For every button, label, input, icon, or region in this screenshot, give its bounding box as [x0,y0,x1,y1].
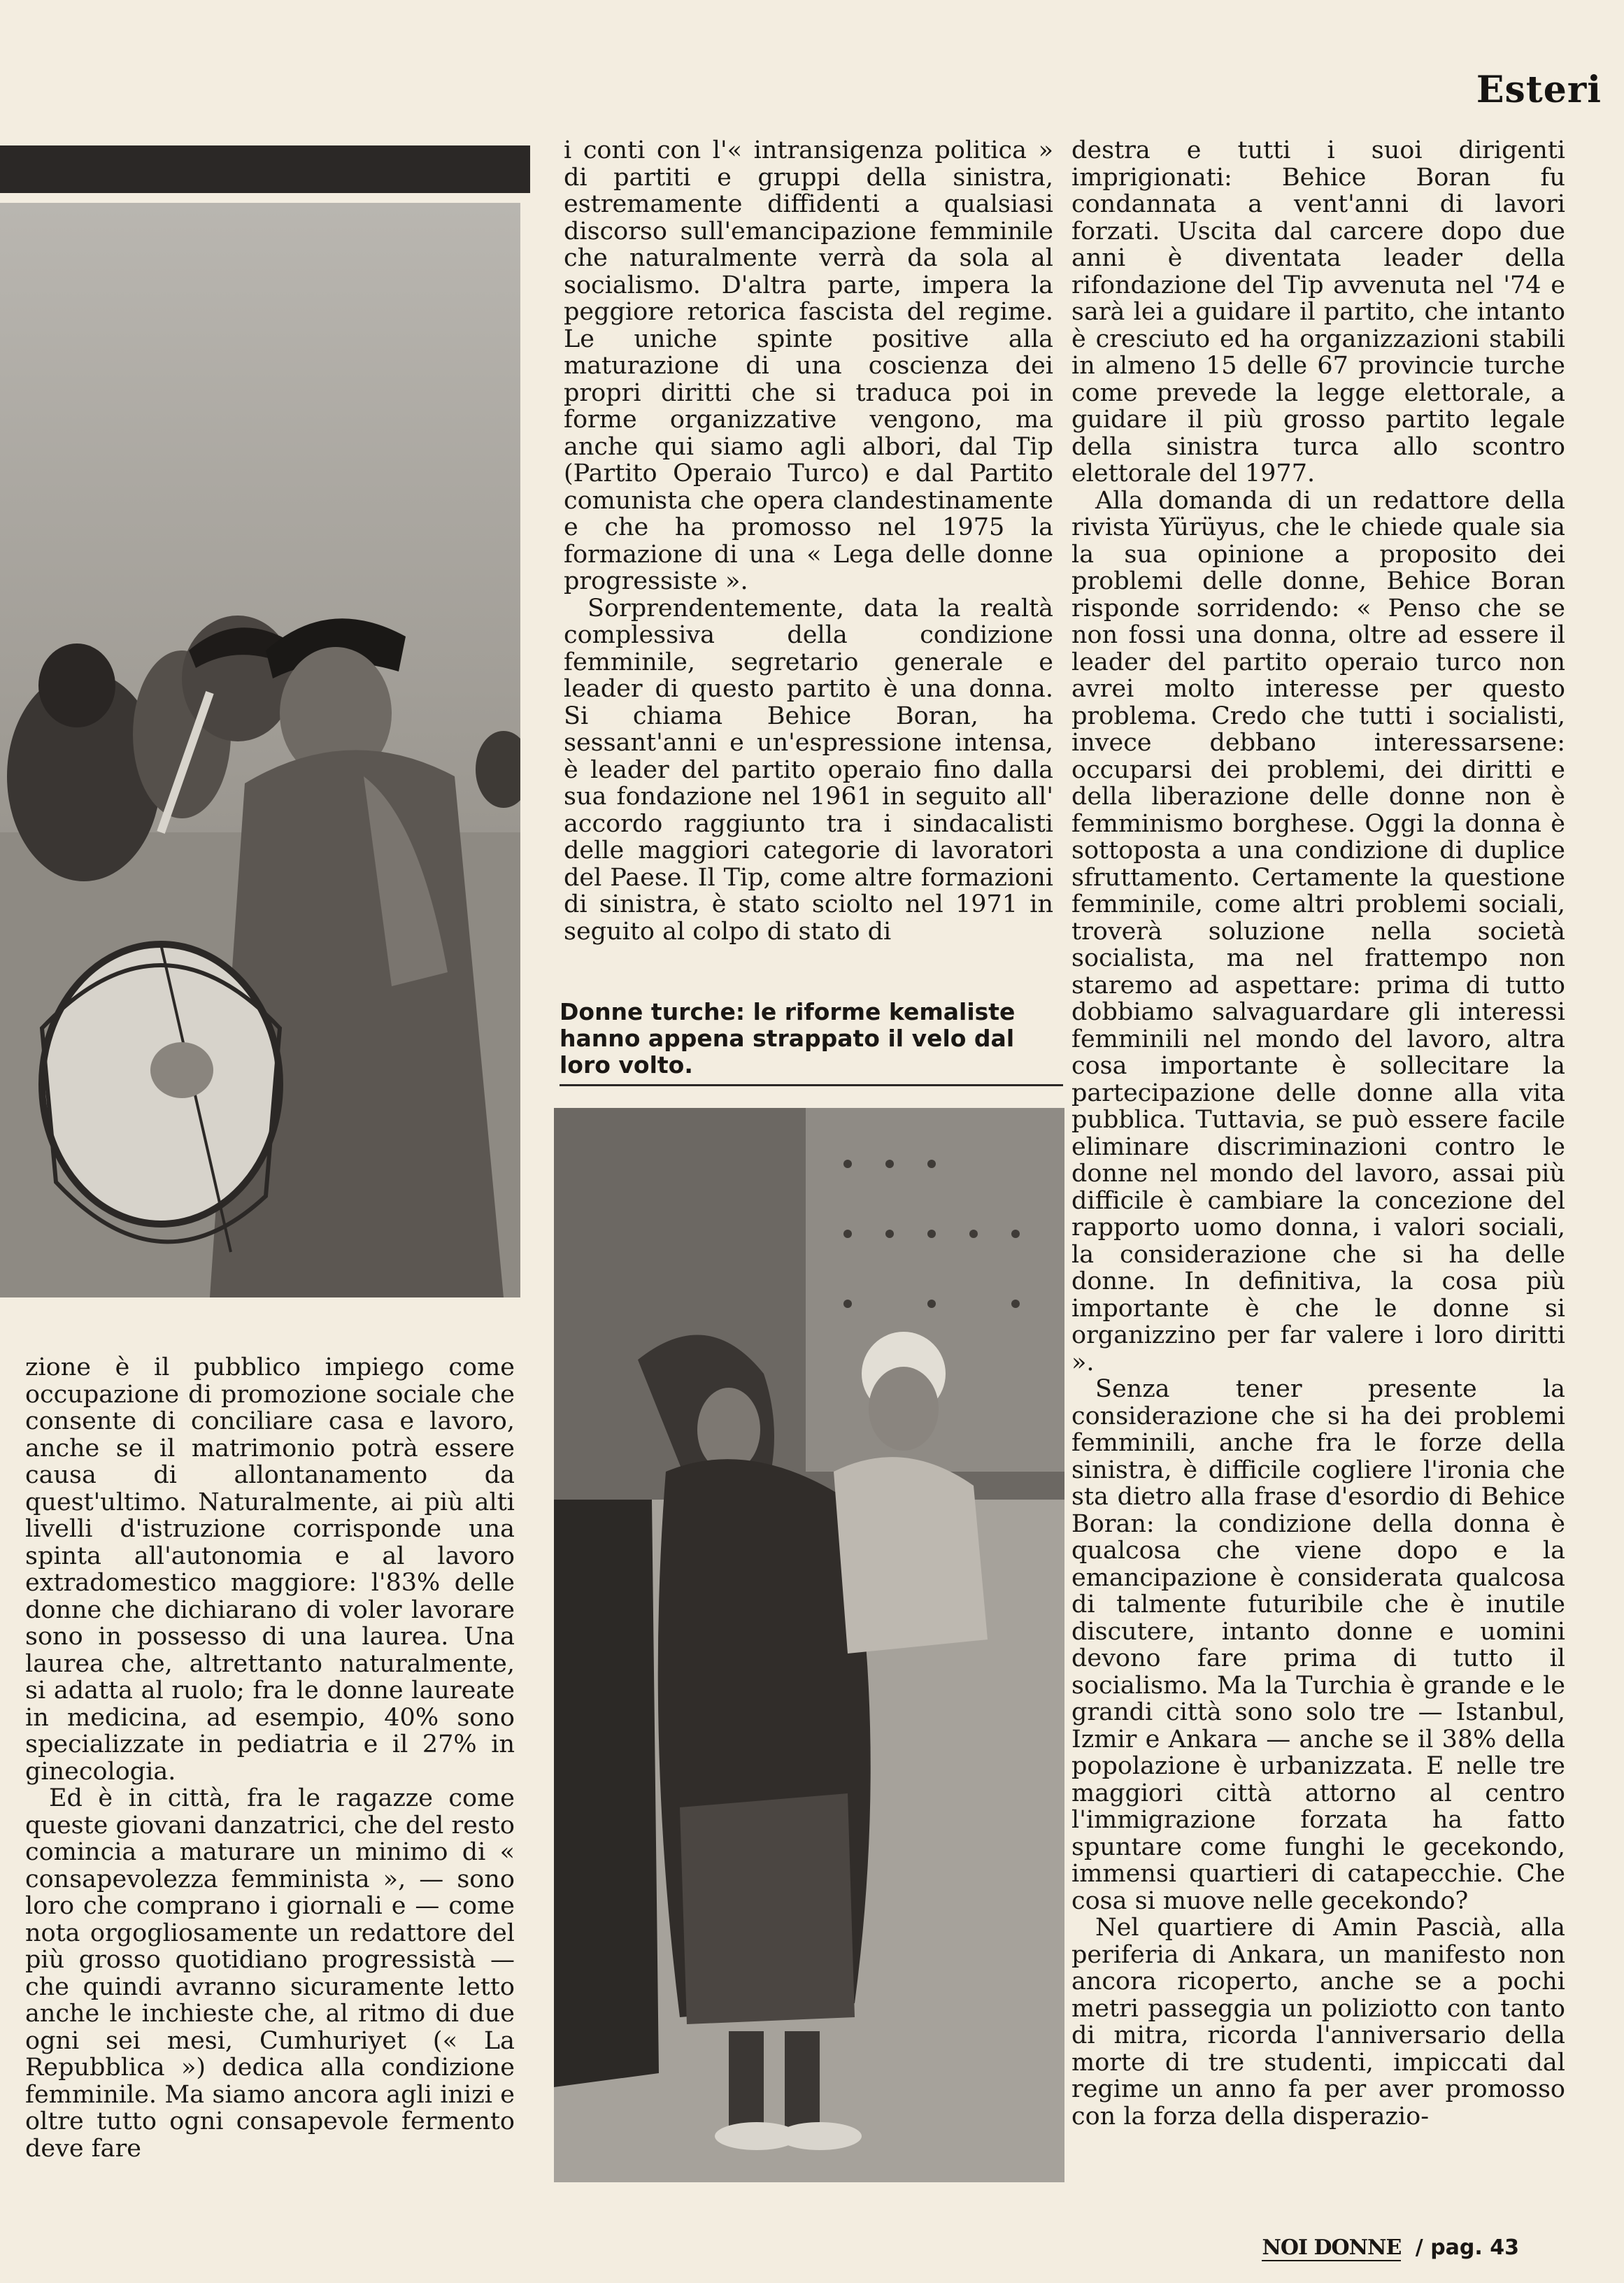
paragraph: Sorprendentemente, data la realtà complessiva della condizione femminile, segretario generale e leader di questo partito è una donna. Si chiama Behice Boran, ha sessant'anni e un'espressione intensa, è leader del partito operaio fino dalla sua fondazione nel 1961 in seguito all' accordo raggiunto tra i sindacalisti delle maggiori categorie di lavoratori del Paese. Il Tip, come altre formazioni di sinistra, è stato sciolto nel 1971 in seguito al colpo di stato di [564,594,1053,946]
photo-caption: Donne turche: le riforme kemaliste hanno appena strappato il velo dal loro volto. [560,999,1063,1086]
paragraph: Nel quartiere di Amin Pascià, alla periferia di Ankara, un manifesto non ancora ricoperto, anche se a pochi metri passeggia un poliziotto con tanto di mitra, ricorda l'anniversario della morte di tre studenti, impiccati dal regime un anno fa per aver promosso con la forza della disperazio- [1071,1914,1565,2131]
column-right [1071,137,1565,2130]
paragraph: Senza tener presente la considerazione che si ha dei problemi femminili, anche fra le forze della sinistra, è difficile cogliere l'ironia che sta dietro alla frase d'esordio di Behice Boran: la condizione della donna è qualcosa che viene dopo e la emancipazione è considerata qualcosa di talmente futuribile che è inutile discutere, intanto donne e uomini devono fare prima di tutto il socialismo. Ma la Turchia è grande e le grandi città sono solo tre — Istanbul, Izmir e Ankara — anche se il 38% della popolazione è urbanizzata. E nelle tre maggiori città attorno al centro l'immigrazione forzata ha fatto spuntare come funghi le gecekondo, immensi quartieri di catapecchie. Che cosa si muove nelle gecekondo? [1071,1375,1565,1915]
column-middle [564,137,1053,945]
page-number: pag. 43 [1430,2235,1519,2260]
page-footer [1262,2235,1519,2260]
photo-woman-with-child [554,1108,1064,2182]
paragraph: zione è il pubblico impiego come occupazione di promozione sociale che consente di conciliare casa e lavoro, anche se il matrimonio potrà essere causa di allontanamento da quest'ultimo. Naturalmente, ai più alti livelli d'istruzione corrisponde una spinta all'autonomia e al lavoro extradomestico maggiore: l'83% delle donne che dichiarano di voler lavorare sono in possesso di una laurea. Una laurea che, altrettanto naturalmente, si adatta al ruolo; fra le donne laureate in medicina, ad esempio, 40% sono specializzate in pediatria e il 27% in ginecologia. [25,1353,515,1786]
section-label: Esteri [1476,69,1602,111]
paragraph: destra e tutti i suoi dirigenti imprigionati: Behice Boran fu condannata a vent'anni di lavori forzati. Uscita dal carcere dopo due anni è diventata leader della rifondazione del Tip avvenuta nel '74 e sarà lei a guidare il partito, che intanto è cresciuto ed ha organizzazioni stabili in almeno 15 delle 67 provincie turche come prevede la legge elettorale, a guidare il più grosso partito legale della sinistra turca allo scontro elettorale del 1977. [1071,136,1565,488]
header-rule [0,145,530,193]
paragraph: Ed è in città, fra le ragazze come queste giovani danzatrici, che del resto comincia a maturare un minimo di « consapevolezza femminista », — sono loro che comprano i giornali e — come nota orgogliosamente un redattore del più grosso quotidiano progressistà — che quindi avranno sicuramente letto anche le inchieste che, al ritmo di due ogni sei mesi, Cumhuriyet (« La Repubblica ») dedica alla condizione femminile. Ma siamo ancora agli inizi e oltre tutto ogni consapevole fermento deve fare [25,1784,515,2163]
column-left [25,1354,515,2162]
paragraph: i conti con l'« intransigenza politica » di partiti e gruppi della sinistra, estremamente diffidenti a qualsiasi discorso sull'emancipazione femminile che naturalmente verrà da sola al socialismo. D'altra parte, impera la peggiore retorica fascista del regime. Le uniche spinte positive alla maturazione di una coscienza dei propri diritti che si traduca poi in forme organizzative vengono, ma anche qui siamo agli albori, dal Tip (Partito Operaio Turco) e dal Partito comunista che opera clandestinamente e che ha promosso nel 1975 la formazione di una « Lega delle donne progressiste ». [564,136,1053,595]
photo-musicians [0,203,520,1297]
footer-separator: / [1415,2235,1423,2260]
paragraph: Alla domanda di un redattore della rivista Yürüyus, che le chiede quale sia la sua opinione a proposito dei problemi delle donne, Behice Boran risponde sorridendo: « Penso che se non fossi una donna, oltre ad essere il leader del partito operaio turco non avrei molto interesse per questo problema. Credo che tutti i socialisti, invece debbano interessarsene: occuparsi dei problemi, dei diritti e della liberazione delle donne non è femminismo borghese. Oggi la donna è sottoposta a una condizione di duplice sfruttamento. Certamente la questione femminile, come altri problemi sociali, troverà soluzione nella società socialista, ma nel frattempo non staremo ad aspettare: prima di tutto dobbiamo salvaguardare gli interessi femminili nel mondo del lavoro, altra cosa importante è sollecitare la partecipazione delle donne alla vita pubblica. Tuttavia, se può essere facile eliminare discriminazioni contro le donne nel mondo del lavoro, assai più difficile è cambiare la concezione del rapporto uomo donna, i valori sociali, la considerazione che si ha delle donne. In definitiva, la cosa più importante è che le donne si organizzino per far valere i loro diritti ». [1071,486,1565,1377]
magazine-logo: NOI DONNE [1262,2235,1402,2260]
